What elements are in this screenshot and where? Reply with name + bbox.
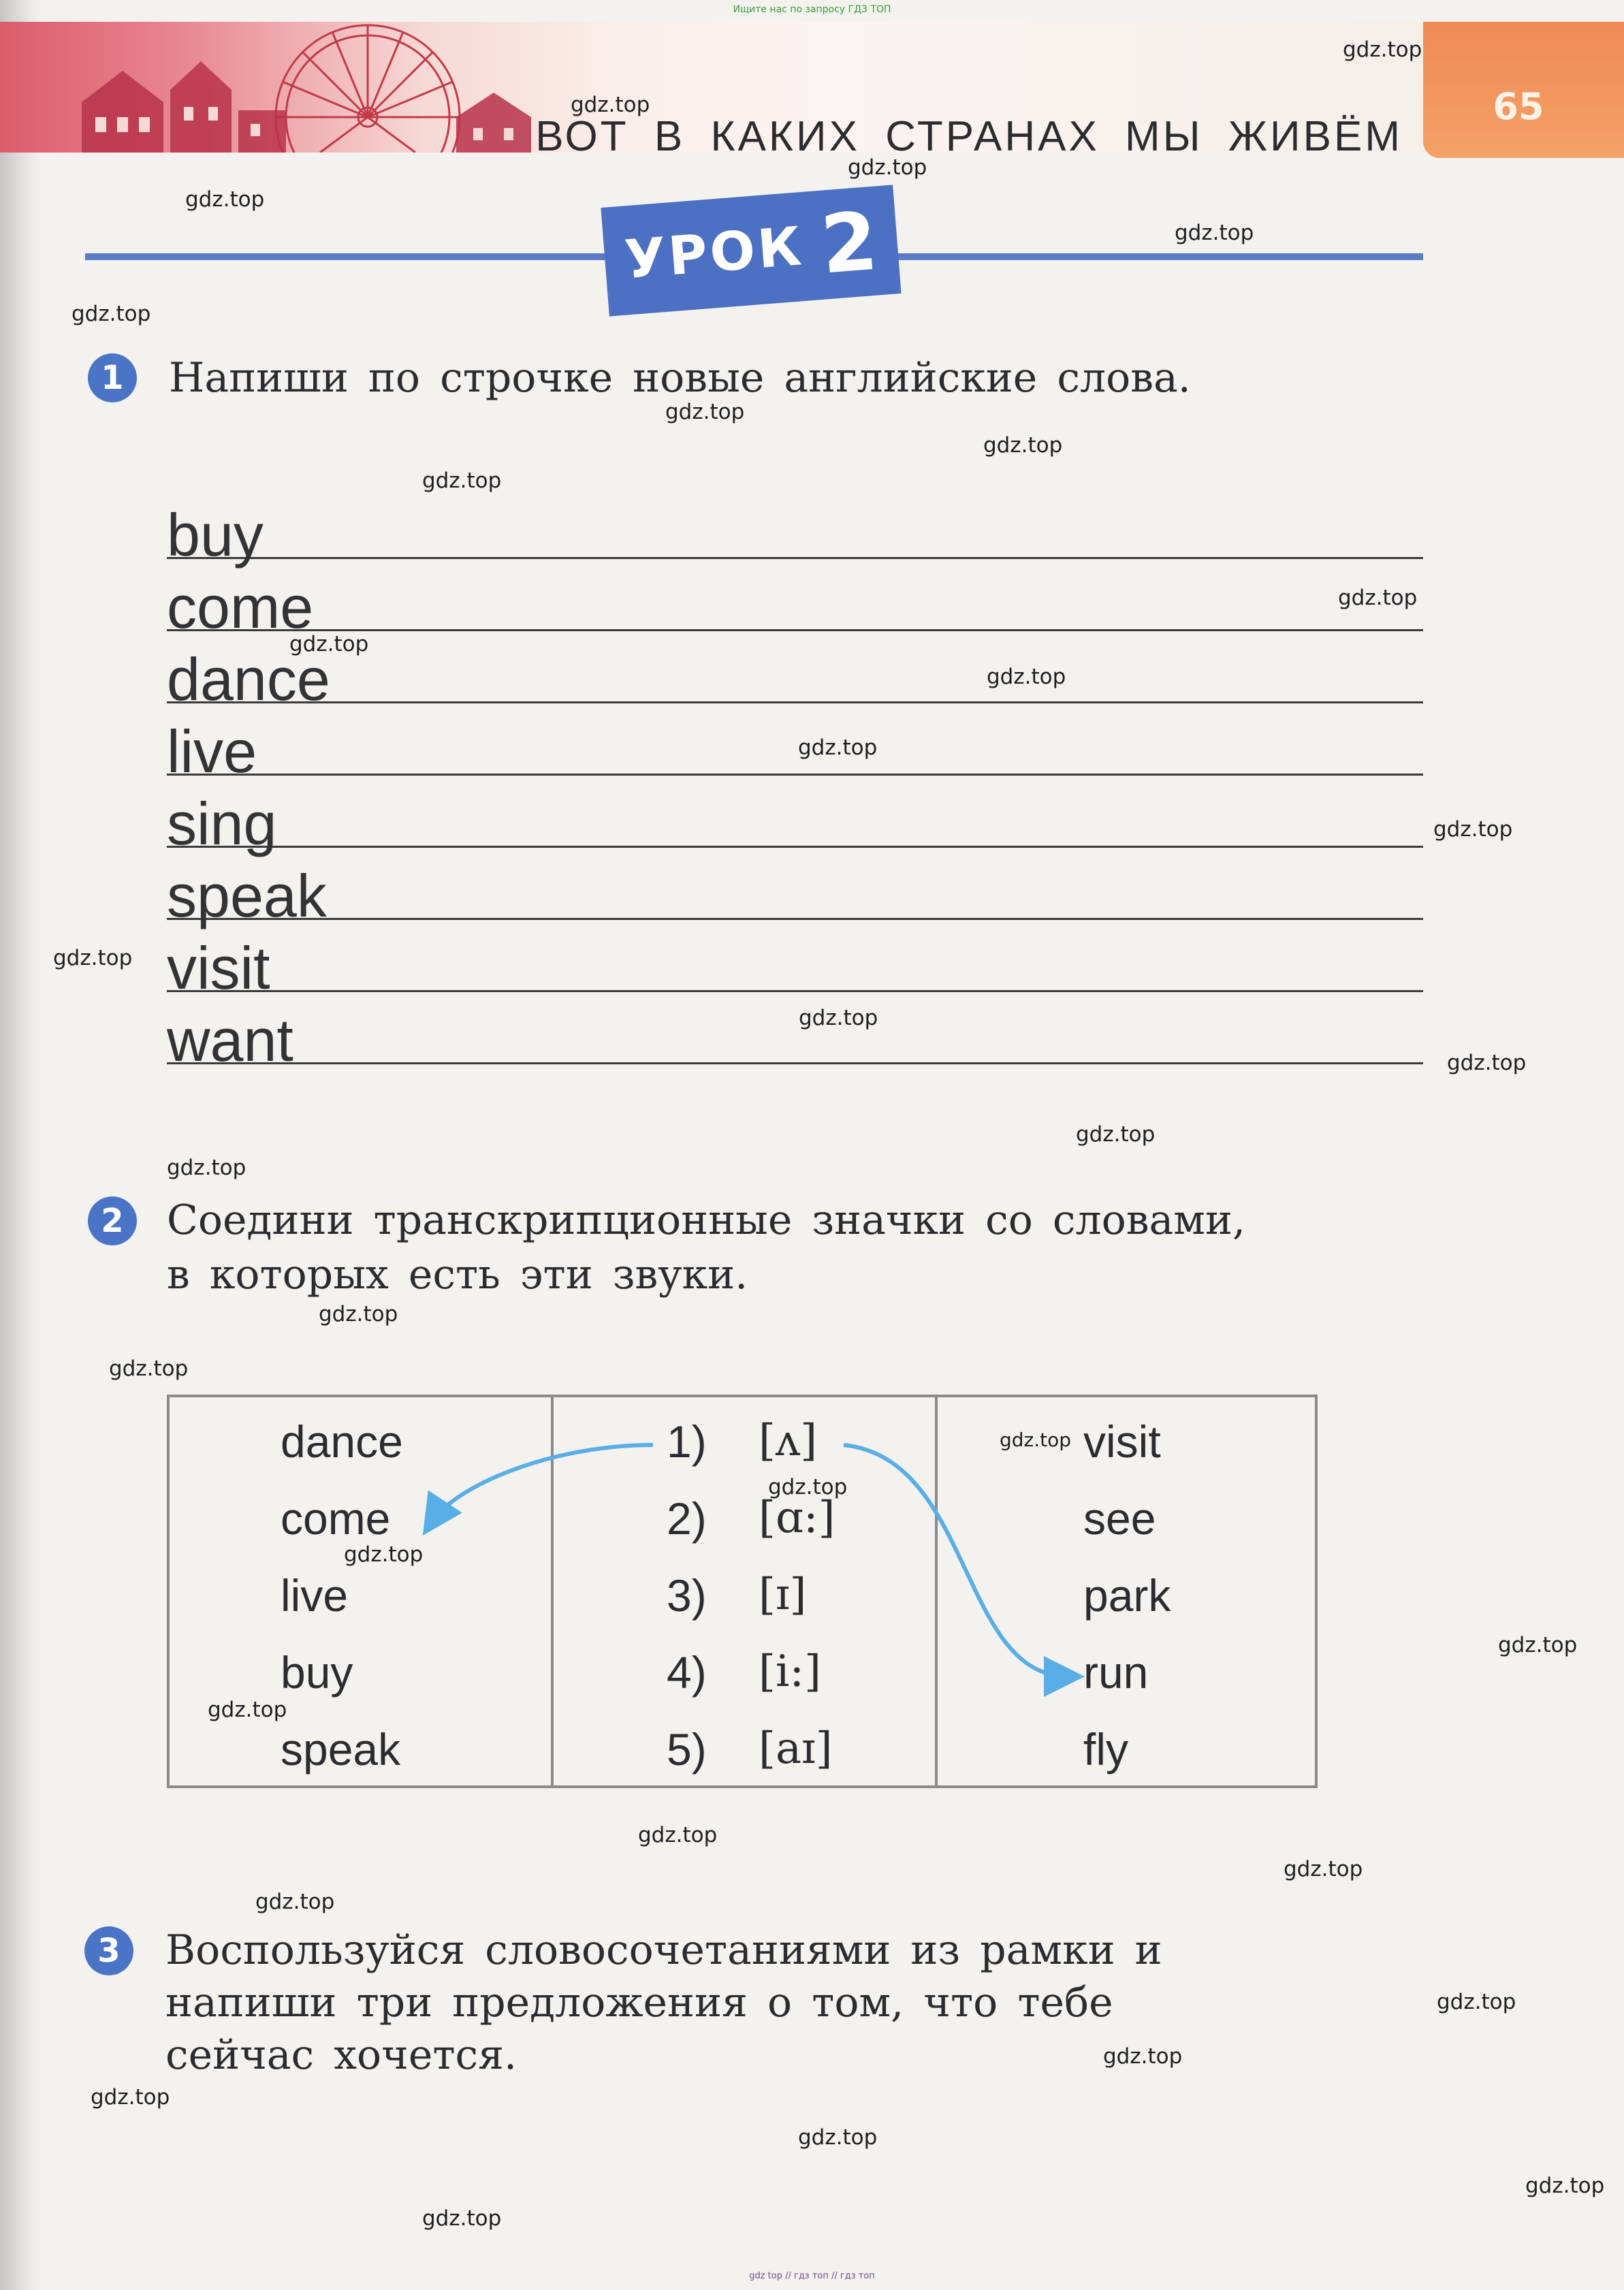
watermark: gdz.top (1498, 1633, 1578, 1657)
right-word-park[interactable]: park (1083, 1570, 1171, 1621)
watermark: gdz.top (319, 1302, 398, 1326)
right-word-see[interactable]: see (1083, 1493, 1156, 1544)
connection-arrows (170, 1397, 1315, 1785)
watermark: gdz.top (109, 1356, 189, 1381)
task-3-instruction-line-3: сейчас хочется. (165, 2031, 518, 2079)
watermark: gdz.top (422, 468, 502, 493)
symbol-number: 3) (667, 1570, 707, 1621)
lesson-badge (601, 185, 901, 316)
task-2-number: 2 (88, 1196, 137, 1245)
word-dance: dance (167, 646, 330, 713)
watermark: gdz.top (1284, 1857, 1363, 1881)
watermark: gdz.top (1175, 221, 1254, 245)
writing-line[interactable] (167, 557, 1423, 641)
matching-table (167, 1395, 1318, 1788)
symbol: [i:] (759, 1647, 821, 1697)
watermark: gdz.top (289, 632, 369, 656)
watermark: gdz.top (91, 2085, 170, 2110)
left-word-dance[interactable]: dance (281, 1416, 403, 1467)
watermark: gdz.top (1343, 37, 1422, 62)
watermark: gdz.top (1447, 1051, 1527, 1075)
watermark: gdz.top (987, 665, 1066, 689)
watermark: gdz.top (53, 946, 133, 970)
writing-line[interactable] (167, 918, 1423, 1002)
left-word-buy[interactable]: buy (281, 1647, 353, 1698)
watermark: gdz.top (665, 400, 745, 424)
left-word-speak[interactable]: speak (281, 1724, 401, 1775)
task-3-instruction-line-1: Воспользуйся словосочетаниями из рамки и (165, 1926, 1162, 1974)
task-3-instruction-line-2: напиши три предложения о том, что тебе (165, 1979, 1113, 2026)
watermark: gdz.top (1437, 1990, 1516, 2014)
watermark: gdz.top (1525, 2174, 1605, 2198)
watermark: gdz.top (71, 302, 151, 326)
right-word-visit[interactable]: visit (1083, 1416, 1161, 1467)
footer-note: gdz top // гдз топ // гдз топ (749, 2271, 875, 2281)
symbol: [ʌ] (759, 1416, 818, 1466)
word-buy: buy (167, 501, 264, 569)
right-word-run[interactable]: run (1083, 1647, 1149, 1698)
watermark: gdz.top (1000, 1429, 1072, 1451)
watermark: gdz.top (848, 155, 927, 180)
symbol-number: 5) (667, 1724, 707, 1775)
left-word-live[interactable]: live (281, 1570, 349, 1621)
watermark: gdz.top (638, 1823, 718, 1847)
writing-line[interactable] (167, 485, 1423, 569)
task-1-instruction: Напиши по строчке новые английские слова. (169, 354, 1191, 402)
task-2-instruction-line-2: в которых есть эти звуки. (167, 1251, 748, 1299)
section-title: ВОТ В КАКИХ СТРАНАХ МЫ ЖИВЁМ (535, 113, 1403, 160)
writing-line[interactable] (167, 774, 1423, 857)
watermark: gdz.top (185, 187, 265, 212)
task-2-instruction-line-1: Соедини транскрипционные значки со словами, (167, 1196, 1246, 1244)
watermark: gdz.top (1076, 1122, 1156, 1147)
task-1-number: 1 (88, 353, 137, 402)
watermark: gdz.top (344, 1542, 424, 1567)
symbol: [ɪ] (759, 1570, 807, 1620)
watermark: gdz.top (798, 2125, 878, 2150)
symbol: [ɑ:] (759, 1493, 835, 1543)
word-speak: speak (167, 862, 327, 929)
book-spine-shadow (0, 0, 41, 2290)
watermark: gdz.top (255, 1890, 335, 1914)
watermark: gdz.top (422, 2206, 502, 2231)
symbol-number: 1) (667, 1416, 707, 1467)
watermark: gdz.top (799, 1006, 878, 1030)
right-word-fly[interactable]: fly (1083, 1724, 1128, 1775)
writing-line[interactable] (167, 701, 1423, 785)
watermark: gdz.top (1103, 2044, 1183, 2069)
symbol-number: 2) (667, 1493, 707, 1544)
watermark: gdz.top (798, 735, 878, 760)
arrow-ʌ-to-come (432, 1445, 653, 1522)
watermark: gdz.top (167, 1156, 246, 1180)
top-search-note: Ищите нас по запросу ГДЗ ТОП (733, 4, 891, 15)
ferris-wheel-illustration (75, 22, 538, 153)
word-visit: visit (167, 934, 270, 1002)
watermark: gdz.top (768, 1475, 848, 1499)
lesson-number: 2 (817, 193, 881, 292)
word-want: want (167, 1006, 293, 1074)
task-3-number: 3 (84, 1926, 133, 1975)
writing-line[interactable] (167, 846, 1423, 929)
word-sing: sing (167, 790, 277, 857)
watermark: gdz.top (1338, 586, 1418, 610)
watermark: gdz.top (1433, 817, 1513, 842)
page-number: 65 (1493, 85, 1544, 128)
arrow-ʌ-to-run (844, 1445, 1068, 1676)
watermark: gdz.top (983, 433, 1063, 458)
lesson-word: УРОК (622, 216, 806, 291)
word-come: come (167, 573, 314, 641)
left-word-come[interactable]: come (281, 1493, 391, 1544)
watermark: gdz.top (571, 93, 650, 117)
symbol-number: 4) (667, 1647, 707, 1698)
writing-line[interactable] (167, 990, 1423, 1074)
watermark: gdz.top (208, 1698, 287, 1722)
symbol: [aɪ] (759, 1723, 833, 1774)
word-live: live (167, 718, 257, 785)
